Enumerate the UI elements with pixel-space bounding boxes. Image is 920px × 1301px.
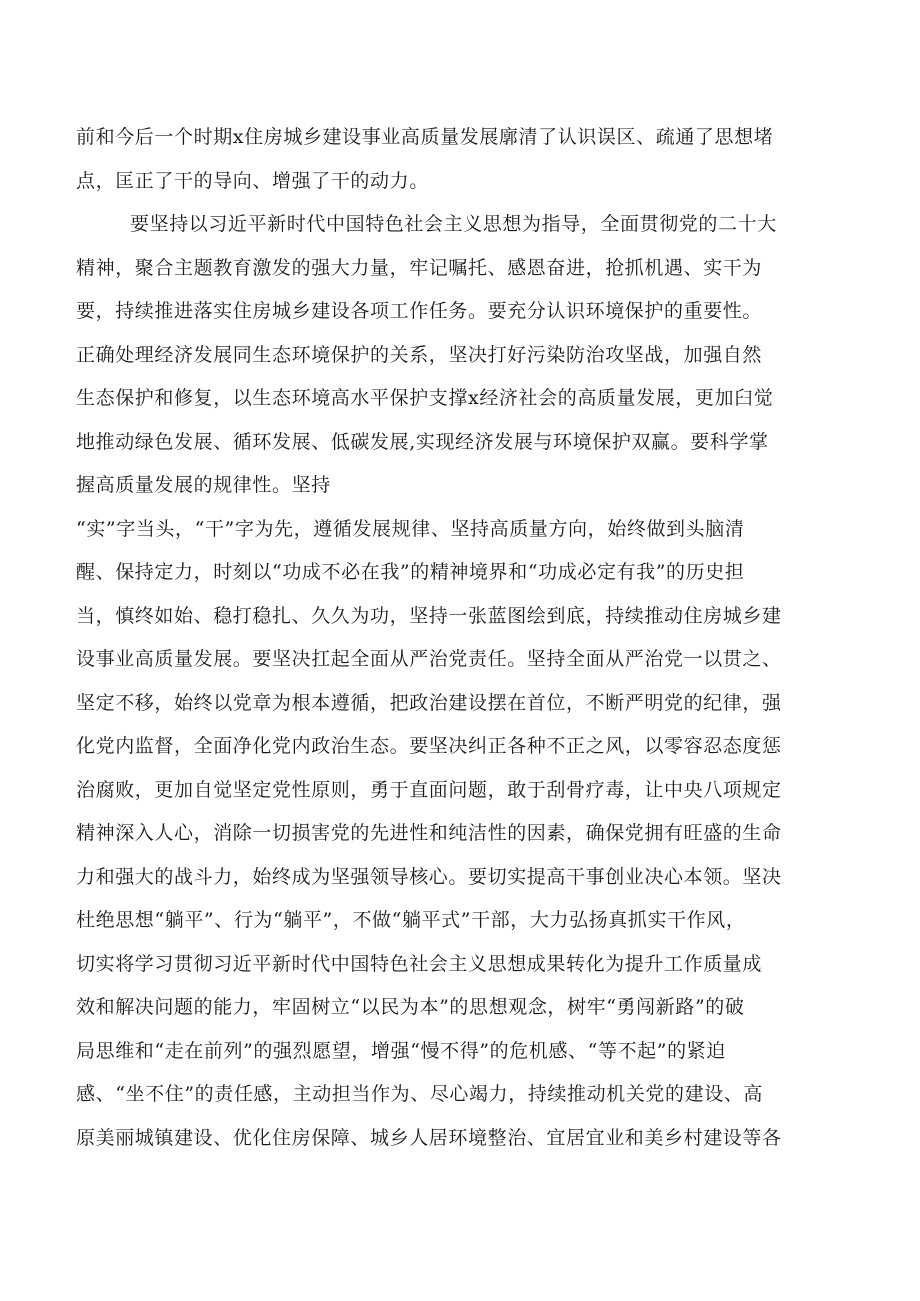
text-line-5: 要，持续推进落实住房城乡建设各项工作任务。要充分认识环境保护的重要性。 xyxy=(76,300,763,322)
text-line-11: 醒、保持定力，时刻以“功成不必在我”的精神境界和“功成必定有我”的历史担 xyxy=(76,561,745,583)
text-line-4: 精神，聚合主题教育激发的强大力量，牢记嘱托、感恩奋进，抢抓机遇、实干为 xyxy=(76,257,763,279)
text-line-18: 力和强大的战斗力，始终成为坚强领导核心。要切实提高干事创业决心本领。坚决 xyxy=(76,866,782,888)
text-line-19: 杜绝思想“躺平”、行为“躺平”，不做“躺平式”干部，大力弘扬真抓实干作风， xyxy=(76,909,746,931)
text-line-17: 精神深入人心，消除一切损害党的先进性和纯洁性的因素，确保党拥有旺盛的生命 xyxy=(76,822,782,844)
text-line-14: 坚定不移，始终以党章为根本遵循，把政治建设摆在首位，不断严明党的纪律，强 xyxy=(76,692,782,714)
text-line-15: 化党内监督，全面净化党内政治生态。要坚决纠正各种不正之风，以零容忍态度惩 xyxy=(76,735,782,757)
text-line-21: 效和解决问题的能力，牢固树立“以民为本”的思想观念，树牢“勇闯新路”的破 xyxy=(76,996,745,1018)
text-line-6: 正确处理经济发展同生态环境保护的关系，坚决打好污染防治攻坚战，加强自然 xyxy=(76,344,763,366)
text-line-2: 点，匡正了干的导向、增强了干的动力。 xyxy=(76,170,429,192)
text-line-12: 当，慎终如始、稳打稳扎、久久为功，坚持一张蓝图绘到底，持续推动住房城乡建 xyxy=(76,605,782,627)
text-line-3: 要坚持以习近平新时代中国特色社会主义思想为指导，全面贯彻党的二十大 xyxy=(130,213,777,235)
text-line-20: 切实将学习贯彻习近平新时代中国特色社会主义思想成果转化为提升工作质量成 xyxy=(76,953,763,975)
text-line-7: 生态保护和修复，以生态环境高水平保护支撑x经济社会的高质量发展，更加臼觉 xyxy=(76,387,774,409)
text-line-16: 治腐败，更加自觉坚定党性原则，勇于直面问题，敢于刮骨疗毒，让中央八项规定 xyxy=(76,779,782,801)
text-line-9: 握高质量发展的规律性。坚持 xyxy=(76,474,331,496)
text-line-10: “实”字当头，“干”字为先，遵循发展规律、坚持高质量方向，始终做到头脑清 xyxy=(76,518,745,540)
text-line-23: 感、“坐不住”的责任感，主动担当作为、尽心竭力，持续推动机关党的建设、高 xyxy=(76,1083,764,1105)
text-line-22: 局思维和“走在前列”的强烈愿望，增强“慢不得”的危机感、“等不起”的紧迫 xyxy=(76,1040,726,1062)
text-line-8: 地推动绿色发展、循环发展、低碳发展,实现经济发展与环境保护双赢。要科学掌 xyxy=(76,431,769,453)
text-line-1: 前和今后一个时期x住房城乡建设事业高质量发展廓清了认识误区、疏通了思想堵 xyxy=(76,126,774,148)
text-line-13: 设事业高质量发展。要坚决扛起全面从严治党责任。坚持全面从严治党一以贯之、 xyxy=(76,648,782,670)
text-line-24: 原美丽城镇建设、优化住房保障、城乡人居环境整治、宜居宜业和美乡村建设等各 xyxy=(76,1127,782,1149)
